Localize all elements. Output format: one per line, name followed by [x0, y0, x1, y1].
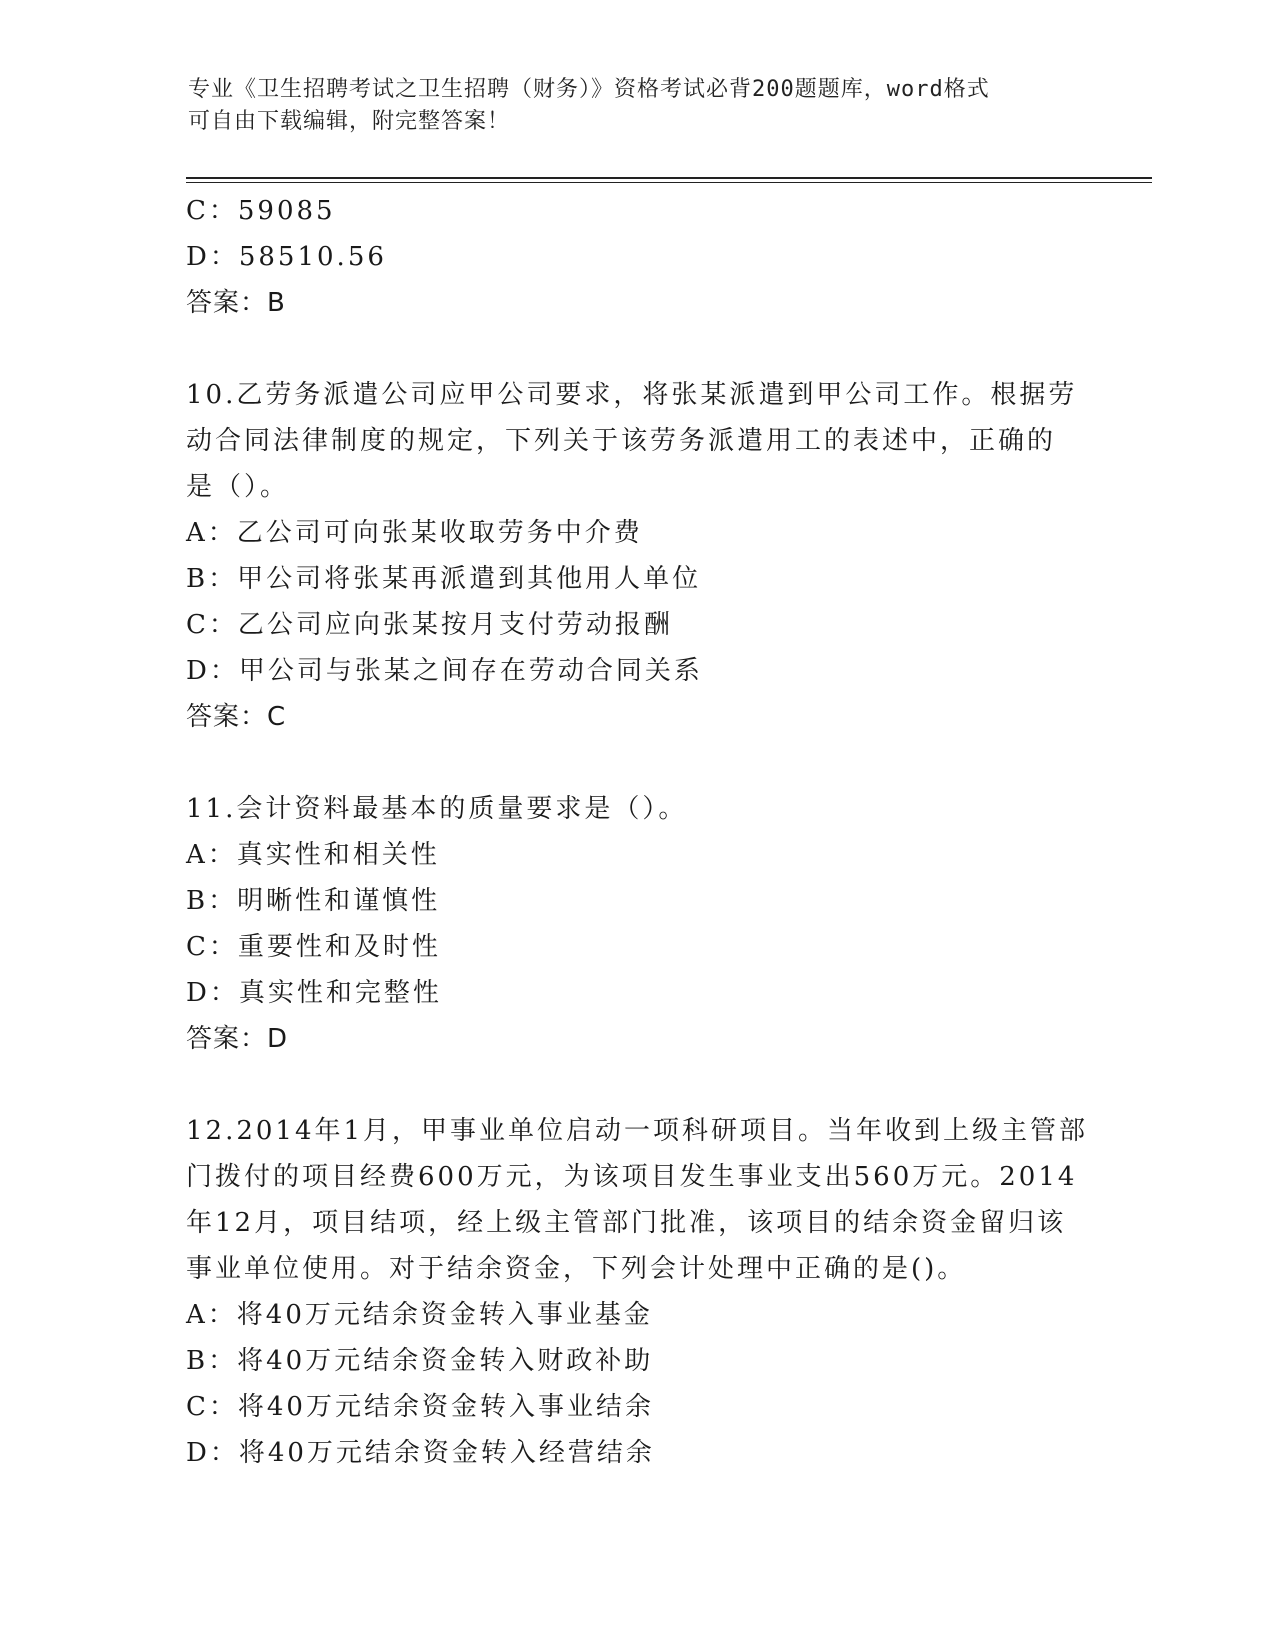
option-c: C：重要性和及时性: [186, 932, 441, 962]
option-b: B：将40万元结余资金转入财政补助: [186, 1346, 654, 1376]
option-c: C：将40万元结余资金转入事业结余: [186, 1392, 654, 1422]
option-b: B：明晰性和谨慎性: [186, 886, 441, 916]
header-divider-thin: [186, 182, 1152, 183]
option-c: C：59085: [186, 196, 336, 226]
question-block-10: [186, 372, 1086, 740]
option-d: D：甲公司与张某之间存在劳动合同关系: [186, 656, 703, 686]
question-block-prev: [186, 188, 1086, 326]
option-d: D：真实性和完整性: [186, 978, 442, 1008]
question-stem-line: 年12月，项目结项，经上级主管部门批准，该项目的结余资金留归该: [186, 1208, 1067, 1238]
answer-line: 答案：D: [186, 1024, 289, 1054]
answer-line: 答案：B: [186, 288, 286, 318]
option-d: D：58510.56: [186, 242, 387, 272]
header-line-2: 可自由下载编辑，附完整答案！: [188, 109, 511, 134]
question-stem-line: 事业单位使用。对于结余资金，下列会计处理中正确的是()。: [186, 1254, 967, 1284]
option-b: B：甲公司将张某再派遣到其他用人单位: [186, 564, 702, 594]
option-a: A：乙公司可向张某收取劳务中介费: [186, 518, 643, 548]
document-body: [186, 188, 1089, 1476]
option-c: C：乙公司应向张某按月支付劳动报酬: [186, 610, 673, 640]
header-divider-thick: [186, 177, 1152, 179]
question-stem-line: 11.会计资料最基本的质量要求是（）。: [186, 794, 688, 824]
question-block-12: [186, 1108, 1089, 1476]
question-stem-line: 12.2014年1月，甲事业单位启动一项科研项目。当年收到上级主管部: [186, 1116, 1089, 1146]
header-line-1: 专业《卫生招聘考试之卫生招聘（财务）》资格考试必背200题题库，word格式: [188, 77, 990, 102]
question-stem-line: 是（）。: [186, 472, 290, 502]
answer-line: 答案：C: [186, 702, 287, 732]
question-stem-line: 门拨付的项目经费600万元，为该项目发生事业支出560万元。2014: [186, 1162, 1078, 1192]
option-d: D：将40万元结余资金转入经营结余: [186, 1438, 655, 1468]
option-a: A：将40万元结余资金转入事业基金: [186, 1300, 653, 1330]
question-stem-line: 动合同法律制度的规定，下列关于该劳务派遣用工的表述中，正确的: [186, 426, 1057, 456]
question-stem-line: 10.乙劳务派遣公司应甲公司要求，将张某派遣到甲公司工作。根据劳: [186, 380, 1078, 410]
option-a: A：真实性和相关性: [186, 840, 440, 870]
document-header: [188, 74, 1088, 138]
question-block-11: [186, 786, 1086, 1062]
